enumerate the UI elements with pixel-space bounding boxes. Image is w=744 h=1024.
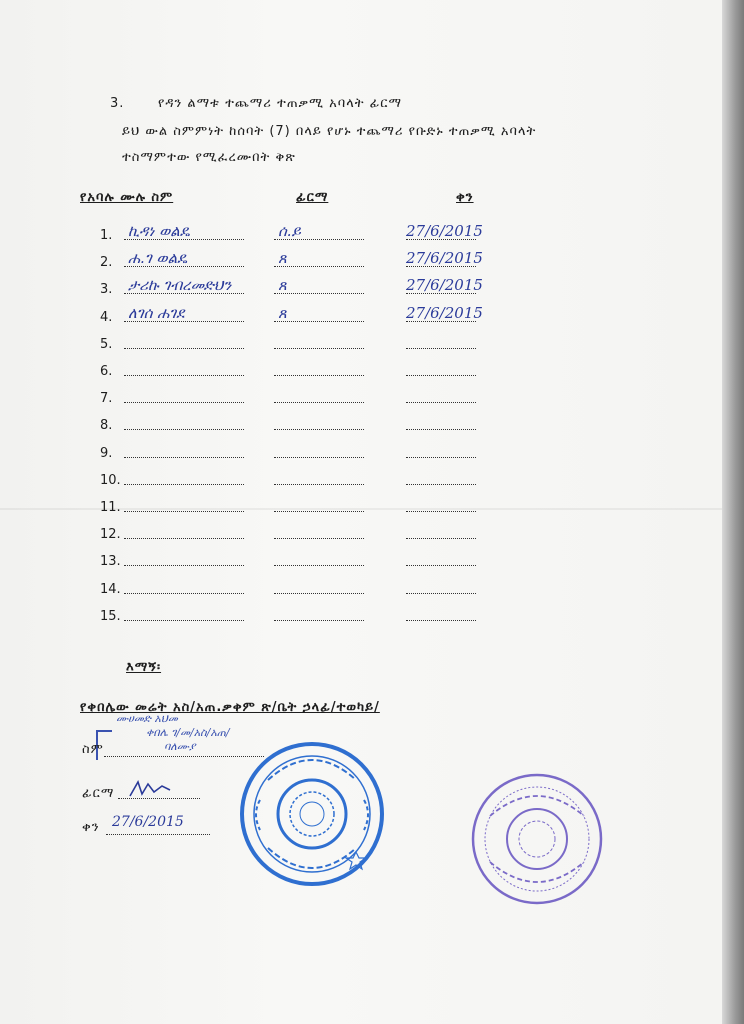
column-header-signature: ፊርማ	[296, 190, 329, 205]
signature-field-line	[274, 457, 364, 458]
signature-field-line	[274, 375, 364, 376]
date-field-line	[406, 375, 476, 376]
row-number: 3.	[100, 282, 113, 297]
date-field-line	[406, 620, 476, 621]
member-signature: ጸ	[278, 249, 287, 267]
signature-field-line	[274, 348, 364, 349]
row-number: 8.	[100, 418, 113, 433]
name-field-line	[124, 620, 244, 621]
date-field-line	[406, 538, 476, 539]
signature-field-line	[274, 620, 364, 621]
signature-field-line	[274, 593, 364, 594]
row-number: 5.	[100, 337, 113, 352]
member-signature: ሰ.ይ	[278, 222, 301, 240]
name-field-line	[124, 565, 244, 566]
member-date: 27/6/2015	[406, 222, 483, 240]
row-number: 7.	[100, 391, 113, 406]
member-date: 27/6/2015	[406, 249, 483, 267]
date-field-line	[406, 593, 476, 594]
signature-field-line	[274, 429, 364, 430]
official-stamp-blue	[238, 740, 386, 888]
official-stamp-purple	[468, 770, 606, 908]
row-number: 2.	[100, 255, 113, 270]
section-description-line2: ተስማምተው የሚፈረሙበት ቅጽ	[122, 150, 296, 165]
name-field-line	[124, 538, 244, 539]
rect-stamp-line3: ባለሙያ	[164, 740, 196, 753]
row-number: 10.	[100, 473, 121, 488]
row-number: 14.	[100, 582, 121, 597]
member-name: ለገሰ ሐገደ	[128, 304, 185, 322]
member-signature: ጸ	[278, 304, 287, 322]
row-number: 1.	[100, 228, 113, 243]
date-field-line	[406, 429, 476, 430]
approval-date: 27/6/2015	[112, 814, 184, 830]
signature-field-line	[274, 402, 364, 403]
signature-label: ፊርማ	[82, 786, 115, 801]
section-number: 3.	[110, 96, 125, 111]
date-field-line	[406, 484, 476, 485]
member-name: ኪዳነ ወልዴ	[128, 222, 190, 240]
signature-field-line	[274, 266, 364, 267]
officer-signature	[128, 778, 172, 800]
witness-title: እማኝ፡	[126, 660, 162, 675]
row-number: 15.	[100, 609, 121, 624]
office-title: የቀበሌው መሬት አስ/አጠ.ቃቀም ጽ/ቤት ኃላፊ/ተወካይ/	[80, 700, 380, 715]
date-label: ቀን	[82, 820, 100, 835]
row-number: 12.	[100, 527, 121, 542]
signature-field-line	[274, 321, 364, 322]
name-field-line	[124, 457, 244, 458]
column-header-date: ቀን	[456, 190, 474, 205]
row-number: 4.	[100, 310, 113, 325]
section-description-line1: ይህ ውል ስምምነት ከሰባት (7) በላይ የሆኑ ተጨማሪ የቡድኑ ተጠቃሚ አባላት	[122, 124, 537, 139]
row-number: 6.	[100, 364, 113, 379]
rect-stamp-line1: ሙሀመድ አህመ	[116, 712, 178, 725]
signature-field-line	[274, 484, 364, 485]
name-field-line	[124, 429, 244, 430]
scan-edge	[722, 0, 744, 1024]
member-date: 27/6/2015	[406, 276, 483, 294]
name-field-line	[124, 484, 244, 485]
member-date: 27/6/2015	[406, 304, 483, 322]
name-field-line	[124, 402, 244, 403]
rect-stamp-line2: ቀበሌ ገ/መ/አስ/አጠ/	[146, 726, 230, 739]
member-signature: ጸ	[278, 276, 287, 294]
name-field-line	[124, 348, 244, 349]
name-field-line	[124, 593, 244, 594]
signature-field-line	[274, 293, 364, 294]
signature-field-line	[274, 538, 364, 539]
section-title: የዳን ልማቱ ተጨማሪ ተጠቃሚ አባላት ፊርማ	[158, 96, 403, 111]
signature-field-line	[274, 565, 364, 566]
name-label: ስም	[82, 742, 104, 757]
date-line	[106, 834, 210, 835]
member-name: ታሪኩ ገብረመድህን	[128, 276, 232, 294]
date-field-line	[406, 457, 476, 458]
row-number: 11.	[100, 500, 121, 515]
date-field-line	[406, 348, 476, 349]
row-number: 9.	[100, 446, 113, 461]
date-field-line	[406, 402, 476, 403]
date-field-line	[406, 511, 476, 512]
column-header-name: የአባሉ ሙሉ ስም	[80, 190, 174, 205]
row-number: 13.	[100, 554, 121, 569]
name-field-line	[124, 511, 244, 512]
date-field-line	[406, 565, 476, 566]
member-name: ሐ.ገ ወልዴ	[128, 249, 188, 267]
signature-field-line	[274, 511, 364, 512]
name-field-line	[124, 375, 244, 376]
